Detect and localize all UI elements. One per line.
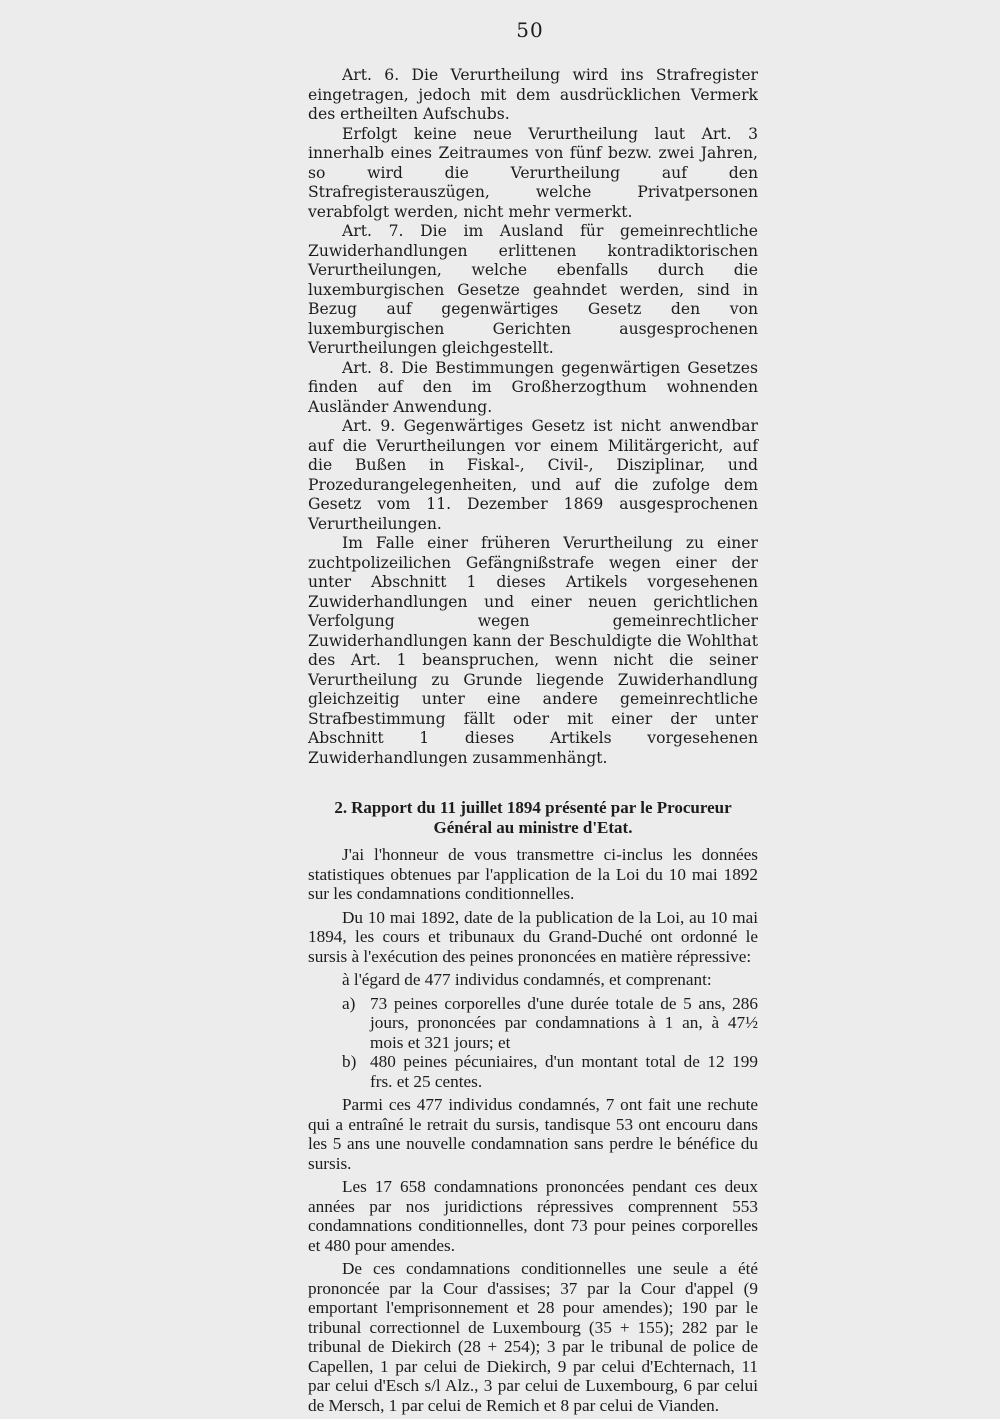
report-intro: J'ai l'honneur de vous transmettre ci-inclus les données statistiques obtenues par l'application de la Loi du 10 mai 1892 sur les condamnations conditionnelles. [308, 845, 758, 903]
list-item [342, 1052, 758, 1091]
list-item [342, 994, 758, 1053]
list-text: 480 peines pécuniaires, d'un montant total de 12 199 frs. et 25 centes. [370, 1052, 758, 1091]
report-relapse: Parmi ces 477 individus condamnés, 7 ont fait une rechute qui a entraîné le retrait du sursis, tandisque 53 ont encouru dans les 5 ans une nouvelle condamnation sans perdre le bénéfice du sursis. [308, 1095, 758, 1173]
article-label: Art. 7. [342, 222, 404, 240]
text-column [308, 66, 758, 1419]
french-report-text [308, 845, 758, 1415]
list-text: 73 peines corporelles d'une durée totale de 5 ans, 286 jours, prononcées par condamnations à 1 an, à 47½ mois et 321 jours; et [370, 993, 758, 1052]
article-label: Art. 8. [342, 358, 394, 377]
art9-para1 [308, 417, 758, 534]
report-number: 2. [334, 798, 348, 817]
art7-para1 [308, 222, 758, 359]
article-text: Die Verurtheilung wird ins Strafregister eingetragen, jedoch mit dem ausdrücklichen Vermerk des ertheilten Aufschubs. [308, 66, 759, 123]
article-text: Gegenwärtiges Gesetz ist nicht anwendbar auf die Verurtheilungen vor einem Militärgericht, auf die Bußen in Fiskal-, Civil-, Disziplinar, und Prozedurangelegenheiten, und auf die zufolge dem Gesetz vom 11. Dezember 1869 ausgesprochenen Verurtheilungen. [308, 417, 759, 533]
report-totals: Les 17 658 condamnations prononcées pendant ces deux années par nos juridictions répressives comprennent 553 condamnations conditionnelles, dont 73 pour peines corporelles et 480 pour amendes. [308, 1177, 758, 1255]
art6-para1 [308, 66, 758, 125]
article-text: Die im Ausland für gemeinrechtliche Zuwiderhandlungen erlittenen kontradiktorischen Verurtheilungen, welche ebenfalls durch die luxemburgischen Gesetze geahndet werden, sind in Bezug auf gegenwärtiges Gesetz den von luxemburgischen Gerichten ausgesprochenen Verurtheilungen gleichgestellt. [308, 222, 758, 357]
report-breakdown: De ces condamnations conditionnelles une seule a été prononcée par la Cour d'assises; 37 par la Cour d'appel (9 emportant l'emprisonnement et 28 pour amendes); 190 par le tribunal correctionnel de Luxembourg (35 + 155); 282 par le tribunal de Diekirch (28 + 254); 3 par le tribunal de police de Capellen, 1 par celui de Diekirch, 9 par celui d'Echternach, 11 par celui d'Esch s/l Alz., 3 par celui de Luxembourg, 6 par celui de Mersch, 1 par celui de Remich et 8 par celui de Vianden. [308, 1259, 758, 1415]
report-heading [308, 798, 758, 837]
german-law-text [308, 66, 758, 768]
report-period: Du 10 mai 1892, date de la publication de la Loi, au 10 mai 1894, les cours et tribunaux du Grand-Duché ont ordonné le sursis à l'exécution des peines prononcées en matière répressive: [308, 907, 758, 966]
article-label: Art. 6. [342, 66, 400, 84]
page-number: 50 [516, 18, 544, 42]
art9-para2: Im Falle einer früheren Verurtheilung zu einer zuchtpolizeilichen Gefängnißstrafe wegen einer der unter Abschnitt 1 dieses Artikels vorgesehenen Zuwiderhandlungen und einer neuen gerichtlichen Verfolgung wegen gemeinrechtlicher Zuwiderhandlungen kann der Beschuldigte die Wohlthat des Art. 1 beanspruchen, wenn nicht die seiner Verurtheilung zu Grunde liegende Zuwiderhandlung gleichzeitig unter eine andere gemeinrechtliche Strafbestimmung fällt oder mit einer der unter Abschnitt 1 dieses Artikels vorgesehenen Zuwiderhandlungen zusammenhängt. [308, 534, 758, 767]
article-label: Art. 9. [342, 417, 396, 435]
report-regard: à l'égard de 477 individus condamnés, et comprenant: [342, 970, 712, 989]
article-text: Die Bestimmungen gegenwärtigen Gesetzes finden auf den im Großherzogthum wohnenden Ausländer Anwendung. [308, 358, 758, 416]
art8-para1 [308, 359, 758, 418]
report-title: Rapport du 11 juillet 1894 présenté par le Procureur Général au ministre d'Etat. [351, 798, 732, 837]
list-marker: a) [342, 993, 356, 1013]
art6-para2: Erfolgt keine neue Verurtheilung laut Art. 3 innerhalb eines Zeitraumes von fünf bezw. zwei Jahren, so wird die Verurtheilung auf den Strafregisterauszügen, welche Privatpersonen verabfolgt werden, nicht mehr vermerkt. [308, 124, 758, 221]
list-marker: b) [342, 1052, 357, 1071]
report-items [308, 994, 758, 1092]
